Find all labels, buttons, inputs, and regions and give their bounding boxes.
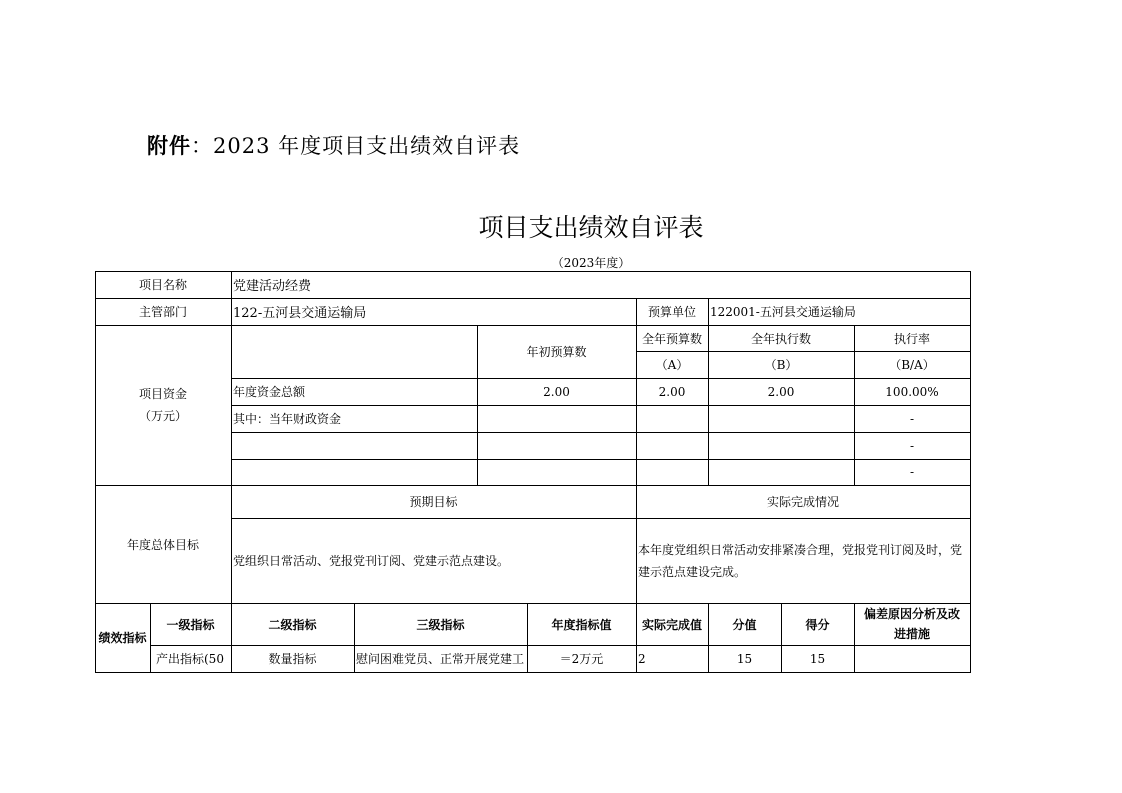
indicator-actual-value: 2 (638, 651, 646, 666)
funds-row-rate: 100.00% (885, 384, 939, 399)
indicator-score: 15 (809, 651, 826, 666)
funds-row-annual (636, 405, 708, 432)
indicator-weight: 15 (736, 651, 753, 666)
dept-value: 122-五河县交通运输局 (233, 306, 367, 321)
indicator-level2: 数量指标 (268, 652, 317, 666)
col-exec-rate-sub: （B/A） (889, 358, 935, 372)
header-score: 得分 (805, 617, 830, 632)
funds-row-name: 年度资金总额 (233, 385, 306, 399)
indicator-target-value: ＝2万元 (559, 652, 604, 666)
funds-row-name: 其中：当年财政资金 (233, 412, 342, 426)
table-title: 项目支出绩效自评表 (478, 213, 704, 242)
dept-label: 主管部门 (138, 305, 187, 319)
col-annual-budget-sub: （A） (655, 358, 689, 372)
expected-goal-header: 预期目标 (409, 495, 458, 509)
funds-label (95, 325, 231, 485)
col-annual-exec-sub: （B） (764, 358, 798, 372)
funds-row-annual: 2.00 (658, 384, 686, 399)
actual-result-header: 实际完成情况 (766, 495, 839, 509)
col-annual-exec: 全年执行数 (750, 331, 811, 346)
funds-row-name (231, 459, 477, 485)
header-weight: 分值 (732, 617, 757, 632)
funds-row-initial (477, 432, 636, 459)
table-year: （2023年度） (551, 256, 631, 270)
attachment-colon: ： (191, 134, 213, 158)
header-actual-value: 实际完成值 (641, 617, 702, 632)
col-annual-budget: 全年预算数 (641, 331, 702, 346)
funds-row-exec: 2.00 (767, 384, 795, 399)
funds-row-annual (636, 459, 708, 485)
col-exec-rate: 执行率 (893, 331, 930, 346)
funds-row-rate: - (909, 438, 915, 453)
funds-row-annual (636, 432, 708, 459)
unit-label: 预算单位 (647, 305, 696, 319)
funds-row-initial (477, 405, 636, 432)
header-level2: 二级指标 (268, 617, 317, 632)
funds-row-initial: 2.00 (543, 384, 570, 399)
funds-label-line2: （万元） (138, 409, 187, 423)
funds-row-rate: - (909, 465, 915, 479)
funds-label-line1: 项目资金 (138, 387, 187, 401)
goals-label: 年度总体目标 (126, 537, 199, 552)
funds-row-initial (477, 459, 636, 485)
project-name-label: 项目名称 (138, 278, 187, 292)
indicator-level1: 产出指标(50 (156, 652, 224, 666)
header-level1: 一级指标 (166, 617, 215, 632)
header-target-value: 年度指标值 (551, 617, 612, 632)
funds-row-exec (708, 459, 854, 485)
indicators-label: 绩效指标 (98, 631, 147, 645)
funds-row-exec (708, 432, 854, 459)
expected-goal-text: 党组织日常活动、党报党刊订阅、党建示范点建设。 (233, 553, 510, 568)
indicator-deviation (854, 645, 970, 672)
indicator-level3: 慰问困难党员、正常开展党建工 (356, 652, 525, 666)
attachment-prefix: 附件 (147, 134, 191, 158)
header-level3: 三级指标 (416, 617, 465, 632)
funds-row-name (231, 432, 477, 459)
funds-row-exec (708, 405, 854, 432)
header-deviation-analysis: 偏差原因分析及改进措施 (863, 607, 960, 641)
funds-row-rate: - (909, 411, 915, 426)
col-initial-budget: 年初预算数 (526, 345, 587, 359)
project-name-value: 党建活动经费 (233, 279, 312, 294)
actual-result-text: 本年度党组织日常活动安排紧凑合理，党报党刊订阅及时，党建示范点建设完成。 (638, 542, 963, 579)
attachment-rest: 2023 年度项目支出绩效自评表 (213, 134, 521, 158)
unit-value: 122001-五河县交通运输局 (710, 305, 856, 319)
